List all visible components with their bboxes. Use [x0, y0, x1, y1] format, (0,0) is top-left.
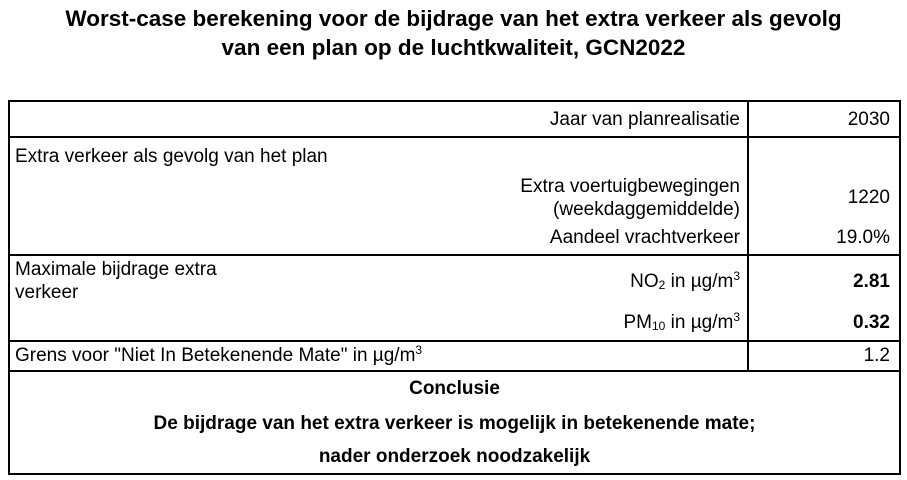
row-divider-3 — [10, 340, 899, 342]
pm10-value: 0.32 — [853, 312, 890, 333]
title-line-2: van een plan op de luchtkwaliteit, GCN2022 — [221, 35, 686, 60]
conclusie-line-2: nader onderzoek noodzakelijk — [318, 446, 591, 467]
grens-label — [15, 344, 735, 367]
no2-value: 2.81 — [853, 271, 890, 292]
grens-superscript: 3 — [415, 343, 423, 357]
jaar-value: 2030 — [847, 109, 890, 130]
voertuigbewegingen-label — [10, 175, 740, 221]
page-title — [0, 4, 907, 62]
conclusie-line-1: De bijdrage van het extra verkeer is mogelijk in betekenende mate; — [153, 413, 756, 434]
row-divider-2 — [10, 254, 899, 256]
no2-superscript: 3 — [733, 269, 740, 283]
pm10-label — [10, 311, 740, 334]
calculation-table — [8, 100, 901, 475]
row-divider-1 — [10, 136, 899, 138]
voertuigbewegingen-label-line-1: Extra voertuigbewegingen — [520, 176, 740, 197]
jaar-label: Jaar van planrealisatie — [549, 109, 740, 130]
pm10-prefix: PM — [623, 312, 652, 333]
conclusie-heading: Conclusie — [409, 378, 500, 399]
grens-value: 1.2 — [863, 345, 890, 366]
voertuigbewegingen-value: 1220 — [847, 187, 890, 208]
no2-label — [10, 270, 740, 293]
grens-label-text: Grens voor "Niet In Betekenende Mate" in µg/m — [15, 345, 416, 366]
voertuigbewegingen-label-line-2: (weekdaggemiddelde) — [553, 199, 740, 220]
row-divider-4 — [10, 370, 899, 372]
bijdrage-header-line-1: Maximale bijdrage extra — [15, 259, 217, 280]
extra-verkeer-header: Extra verkeer als gevolg van het plan — [15, 146, 328, 167]
no2-unit: in µg/m — [665, 271, 734, 292]
no2-subscript: 2 — [658, 278, 666, 292]
title-line-1: Worst-case berekening voor de bijdrage van het extra verkeer als gevolg — [65, 6, 842, 31]
vrachtverkeer-value: 19.0% — [836, 227, 890, 248]
pm10-superscript: 3 — [733, 310, 740, 324]
bijdrage-header-line-2: verkeer — [15, 282, 79, 303]
pm10-unit: in µg/m — [665, 312, 734, 333]
vrachtverkeer-label: Aandeel vrachtverkeer — [549, 227, 740, 248]
pm10-subscript: 10 — [651, 319, 666, 333]
no2-prefix: NO — [630, 271, 659, 292]
